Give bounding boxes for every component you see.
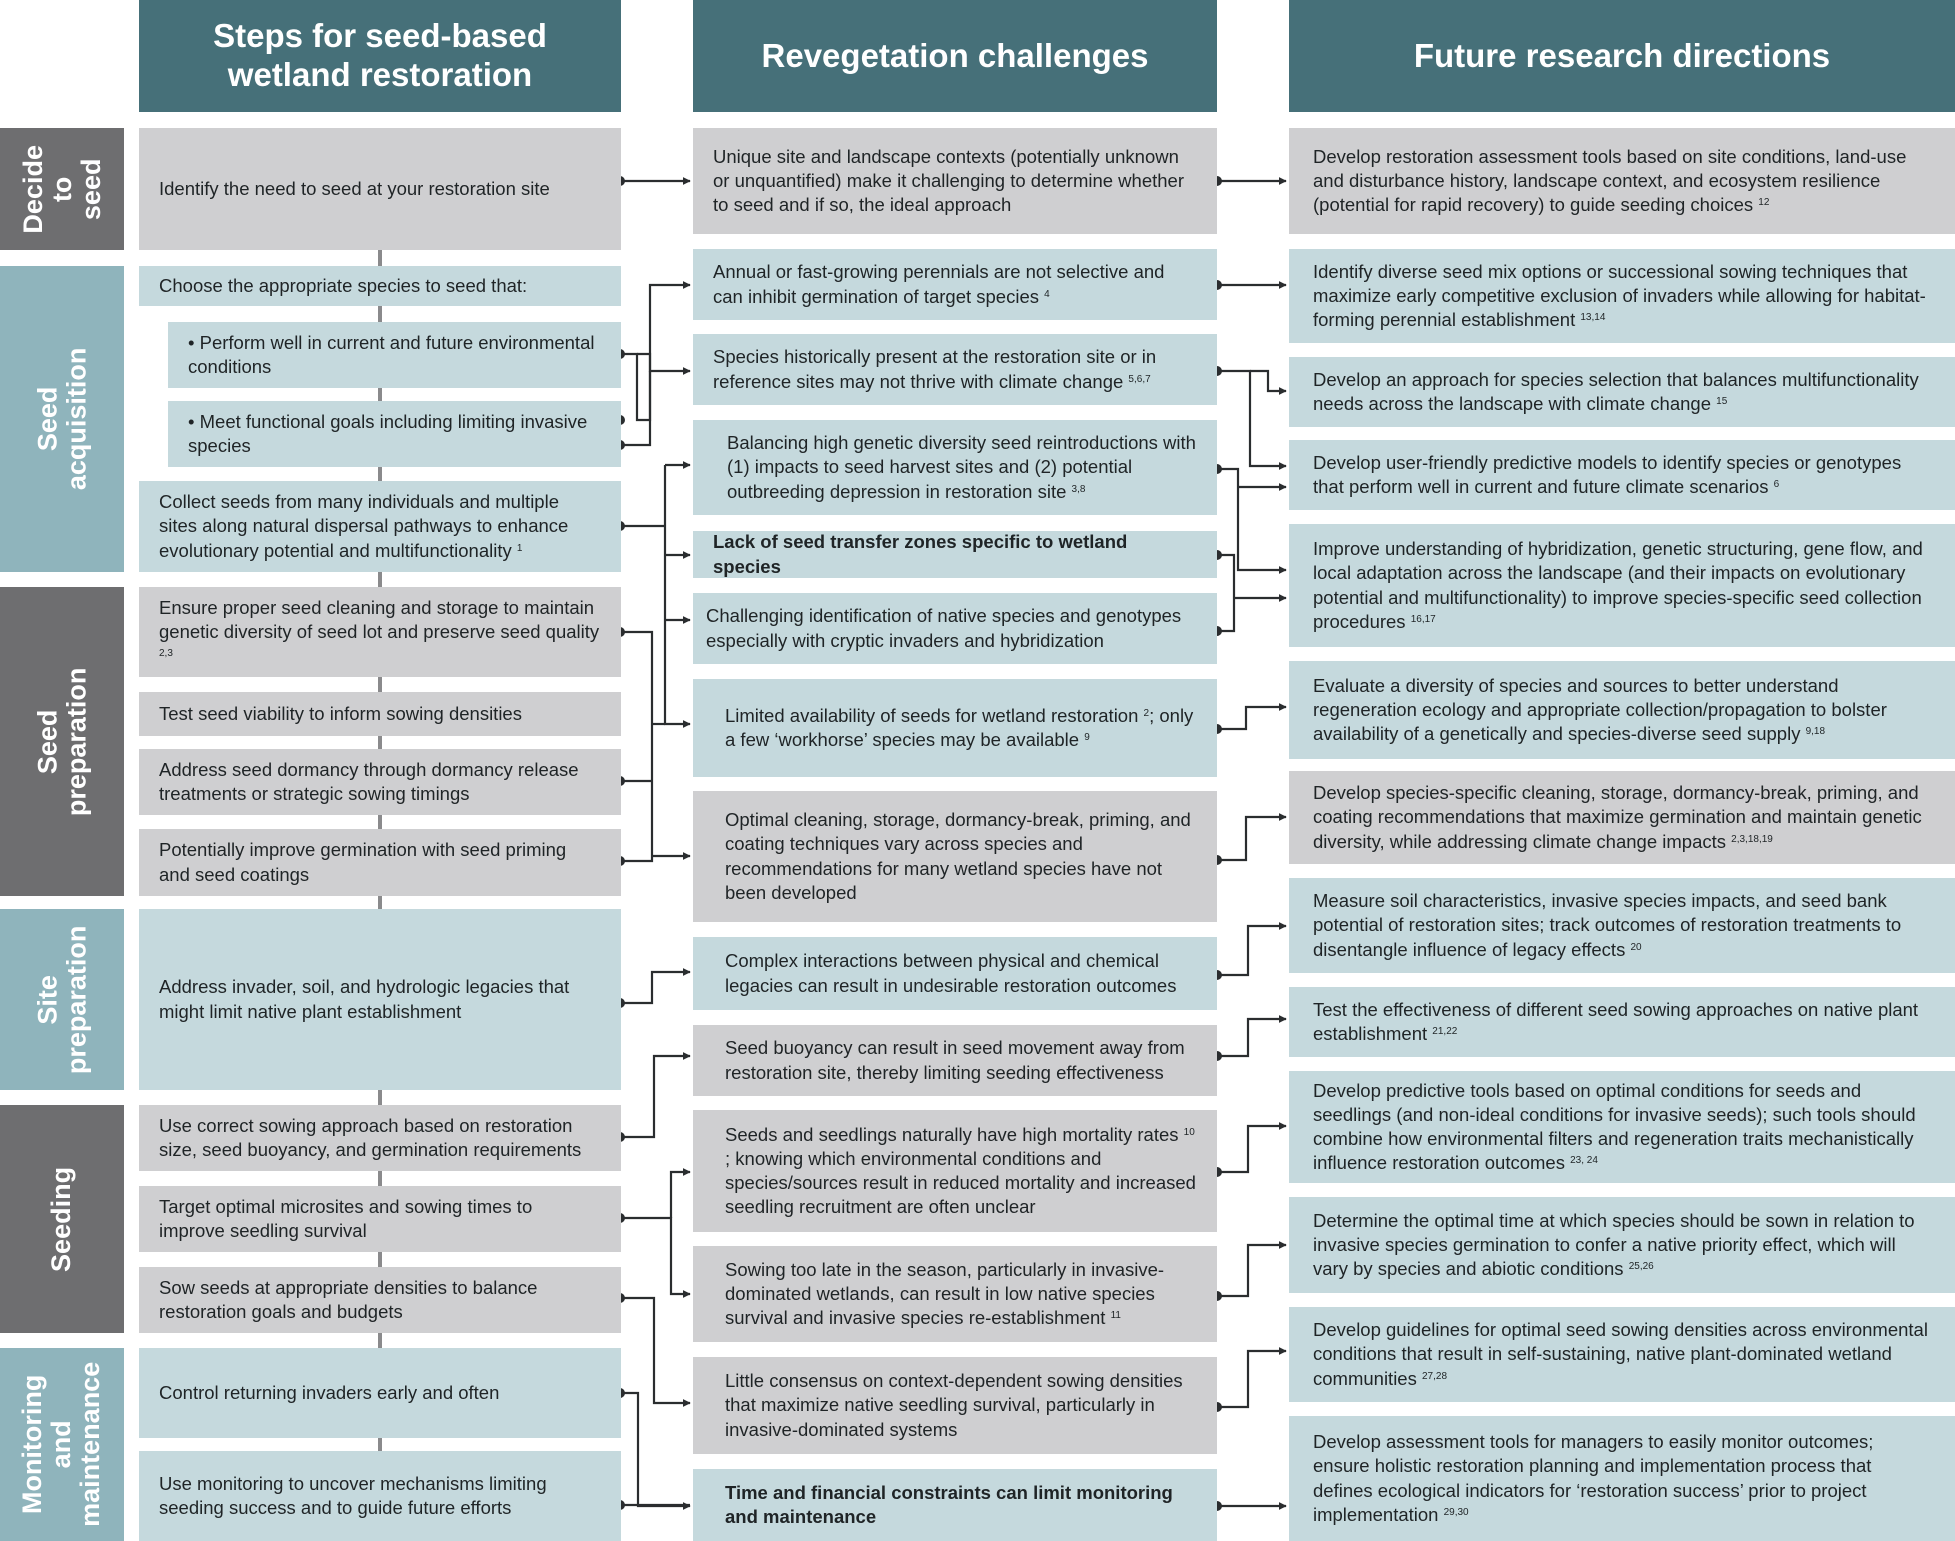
arrow-c12-r11	[1217, 1245, 1286, 1296]
arrow-s12-c12	[620, 1218, 690, 1294]
arrow-s5-c7	[665, 465, 690, 724]
challenge-seed-buoyancy: Seed buoyancy can result in seed movement away from restoration site, thereby limiting seeding effectiveness	[693, 1025, 1217, 1096]
stage-monitoring-label: Monitoring and maintenance	[17, 1361, 106, 1528]
arrow-c3-r4	[1217, 371, 1286, 466]
step-microsites: Target optimal microsites and sowing times to improve seedling survival	[139, 1186, 621, 1252]
challenge-sowing-densities: Little consensus on context-dependent sowing densities that maximize native seedling survival, particularly in invasive-dominated systems	[693, 1357, 1217, 1454]
arrow-s3-c3	[637, 354, 690, 371]
arrow-s3-c2	[620, 285, 690, 420]
challenge-sowing-late: Sowing too late in the season, particularly in invasive-dominated wetlands, can result in low native species survival and invasive species re-establishment $^{11}$	[693, 1246, 1217, 1342]
arrow-c10-r9	[1217, 1019, 1286, 1056]
challenge-climate-change: Species historically present at the restoration site or in reference sites may not thrive with climate change $^{5,6,7}$	[693, 334, 1217, 405]
step-sow-densities: Sow seeds at appropriate densities to balance restoration goals and budgets	[139, 1267, 621, 1333]
arrow-c9-r8	[1217, 926, 1286, 975]
acquisition-bracket	[148, 308, 157, 462]
arrow-s11-c10	[620, 1056, 690, 1137]
research-sowing-guidelines: Develop guidelines for optimal seed sowing densities across environmental conditions that result in self-sustaining, native plant-dominated wetland communities $^{27,28}$	[1289, 1307, 1955, 1402]
header-steps: Steps for seed-based wetland restoration	[139, 0, 621, 112]
arrow-c7-r6	[1217, 707, 1286, 729]
challenge-transfer-zones: Lack of seed transfer zones specific to wetland species	[693, 531, 1217, 578]
challenge-complex-interactions: Complex interactions between physical and chemical legacies can result in undesirable restoration outcomes	[693, 937, 1217, 1010]
arrow-s12-c11	[671, 1172, 690, 1218]
research-monitoring-tools: Develop assessment tools for managers to easily monitor outcomes; ensure holistic restoration planning and implementation process that defines ecological indicators for ‘restoration success’ prior to project implementation $^{29,30}$	[1289, 1416, 1955, 1541]
challenge-site-contexts: Unique site and landscape contexts (potentially unknown or unquantified) make it challenging to determine whether to seed and if so, the ideal approach	[693, 128, 1217, 234]
research-predictive-tools: Develop predictive tools based on optimal conditions for seeds and seedlings (and non-ideal conditions for invasive seeds); such tools should combine how environmental filters and regeneration traits mechanistically influence restoration outcomes $^{23, 24}$	[1289, 1071, 1955, 1183]
stage-seeding-label: Seeding	[46, 1166, 77, 1272]
step-identify-need: Identify the need to seed at your restoration site	[139, 128, 621, 250]
challenge-mortality: Seeds and seedlings naturally have high mortality rates $^{10}$ ; knowing which environmental conditions and species/sources result in reduced mortality and increased seedling recruitment are often unclear	[693, 1110, 1217, 1232]
step-perform-well: • Perform well in current and future environmental conditions	[168, 322, 621, 388]
step-seed-cleaning: Ensure proper seed cleaning and storage to maintain genetic diversity of seed lot and preserve seed quality $^{2,3}$	[139, 587, 621, 677]
step-functional-goals: • Meet functional goals including limiting invasive species	[168, 401, 621, 467]
prep-bracket	[620, 632, 652, 861]
step-sowing-approach: Use correct sowing approach based on restoration size, seed buoyancy, and germination requirements	[139, 1105, 621, 1171]
challenge-genetic-diversity: Balancing high genetic diversity seed reintroductions with (1) impacts to seed harvest sites and (2) potential outbreeding depression in restoration site $^{3,8}$	[693, 420, 1217, 515]
arrow-c13-r12	[1217, 1351, 1286, 1407]
header-research: Future research directions	[1289, 0, 1955, 112]
arrow-s14-c14	[620, 1393, 690, 1506]
step-priming-coatings: Potentially improve germination with seed priming and seed coatings	[139, 829, 621, 896]
research-assessment-tools: Develop restoration assessment tools based on site conditions, land-use and disturbance history, landscape context, and ecosystem resilience (potential for rapid recovery) to guide seeding choices $^{12}$	[1289, 128, 1955, 234]
arrow-c11-r10	[1217, 1126, 1286, 1172]
challenge-time-financial: Time and financial constraints can limit monitoring and maintenance	[693, 1469, 1217, 1541]
challenge-techniques-vary: Optimal cleaning, storage, dormancy-break, priming, and coating techniques vary across species and recommendations for many wetland species have not been developed	[693, 791, 1217, 922]
arrow-c5c6-bracket	[1217, 555, 1234, 631]
research-species-specific: Develop species-specific cleaning, storage, dormancy-break, priming, and coating recommendations that maximize germination and maintain genetic diversity, while addressing climate change impacts $^{2,3,18,19}$	[1289, 771, 1955, 864]
research-optimal-time: Determine the optimal time at which species should be sown in relation to invasive species germination to confer a native priority effect, which will vary by species and abiotic conditions $^{25,26}$	[1289, 1197, 1955, 1293]
stage-decide-label: Decide to seed	[17, 144, 106, 234]
arrow-c3-r3	[1250, 371, 1286, 391]
step-choose-species: Choose the appropriate species to seed that:	[139, 266, 621, 306]
stage-site-label: Site preparation	[32, 925, 91, 1074]
arrow-s10-c9	[620, 972, 690, 1003]
header-challenges: Revegetation challenges	[693, 0, 1217, 112]
research-evaluate-diversity: Evaluate a diversity of species and sources to better understand regeneration ecology and appropriate collection/propagation to bolster availability of a genetically and species-diverse seed supply $^{9,18}$	[1289, 661, 1955, 759]
step-seed-dormancy: Address seed dormancy through dormancy release treatments or strategic sowing timings	[139, 749, 621, 815]
research-predictive-models: Develop user-friendly predictive models to identify species or genotypes that perform well in current and future climate scenarios $^6$	[1289, 440, 1955, 510]
challenge-seed-availability: Limited availability of seeds for wetland restoration $^2$; only a few ‘workhorse’ species may be available $^9$	[693, 679, 1217, 777]
research-soil-characteristics: Measure soil characteristics, invasive species impacts, and seed bank potential of restoration sites; track outcomes of restoration treatments to disentangle influence of legacy effects $^{20}$	[1289, 878, 1955, 973]
step-test-viability: Test seed viability to inform sowing densities	[139, 692, 621, 736]
arrow-s13-c13	[620, 1298, 690, 1403]
research-seed-mix: Identify diverse seed mix options or successional sowing techniques that maximize early competitive exclusion of invaders while allowing for habitat-forming perennial establishment $^{13,14}$	[1289, 249, 1955, 343]
challenge-identification: Challenging identification of native species and genotypes especially with cryptic invaders and hybridization	[693, 593, 1217, 664]
research-hybridization: Improve understanding of hybridization, genetic structuring, gene flow, and local adaptation across the landscape (and their impacts on evolutionary potential and multifunctionality) to improve species-specific seed collection procedures $^{16,17}$	[1289, 524, 1955, 647]
step-address-legacies: Address invader, soil, and hydrologic legacies that might limit native plant establishment	[139, 909, 621, 1090]
stage-acquisition-label: Seed acquisition	[32, 347, 92, 491]
arrow-s4-c3	[620, 371, 650, 445]
step-collect-seeds: Collect seeds from many individuals and multiple sites along natural dispersal pathways to enhance evolutionary potential and multifunctionality $^1$	[139, 481, 621, 572]
step-control-invaders: Control returning invaders early and often	[139, 1348, 621, 1438]
stage-preparation-label: Seed preparation	[32, 667, 91, 816]
challenge-annuals: Annual or fast-growing perennials are not selective and can inhibit germination of target species $^4$	[693, 249, 1217, 320]
arrow-c8-r7	[1217, 817, 1286, 860]
research-sowing-approaches: Test the effectiveness of different seed sowing approaches on native plant establishment $^{21,22}$	[1289, 987, 1955, 1057]
step-use-monitoring: Use monitoring to uncover mechanisms limiting seeding success and to guide future efforts	[139, 1451, 621, 1541]
research-species-selection: Develop an approach for species selection that balances multifunctionality needs across the landscape with climate change $^{15}$	[1289, 357, 1955, 427]
